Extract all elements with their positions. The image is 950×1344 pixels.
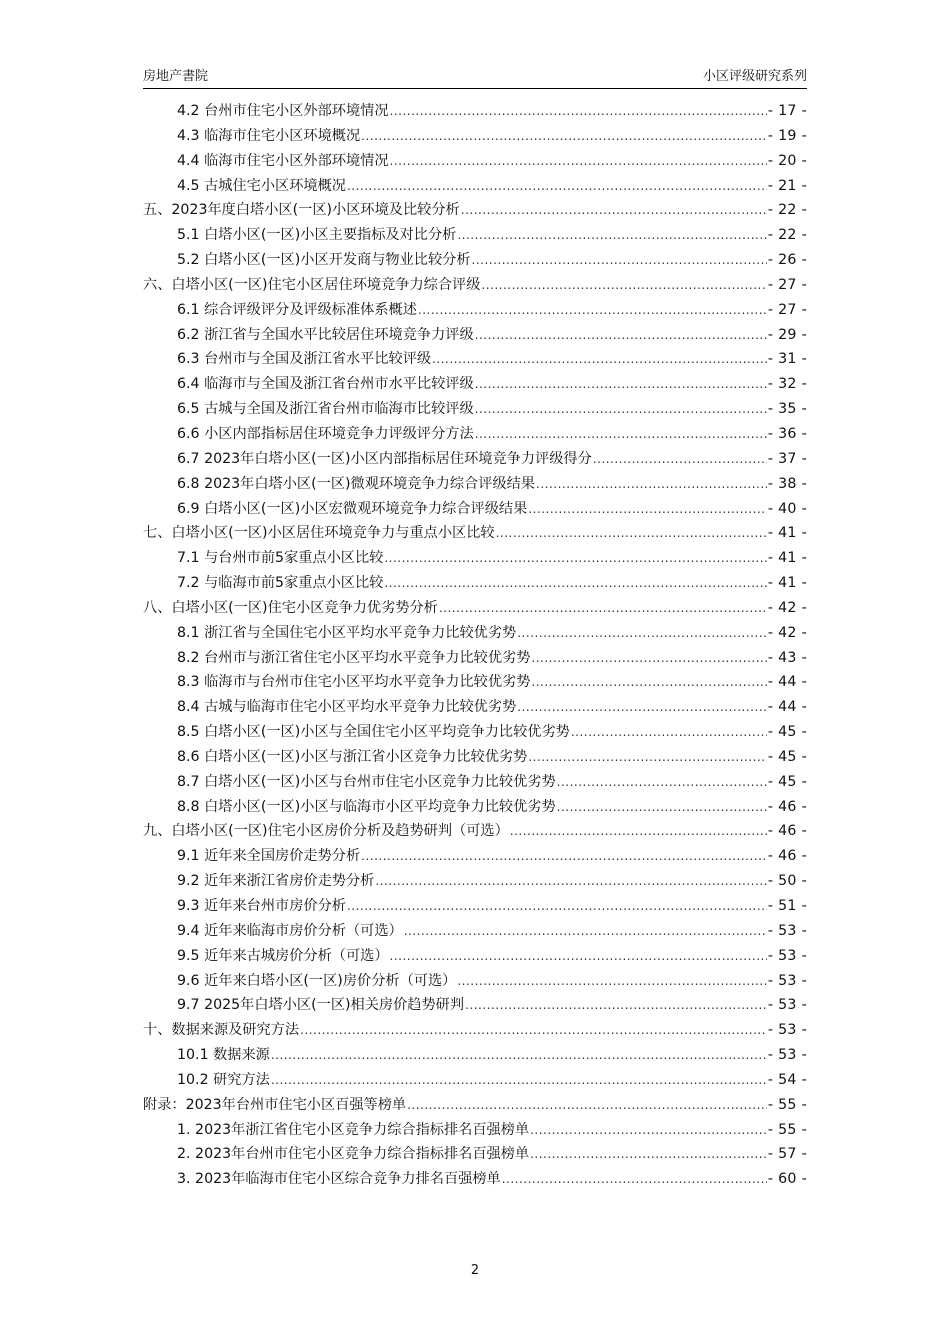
toc-entry-title: 5.1 白塔小区(一区)小区主要指标及对比分析: [177, 227, 457, 244]
toc-dot-leader: [407, 1093, 767, 1118]
toc-entry-page: - 45 -: [767, 748, 807, 765]
toc-dot-leader: [475, 397, 767, 422]
toc-entry[interactable]: [143, 1043, 807, 1068]
toc-dot-leader: [347, 894, 767, 919]
toc-entry-title: 7.1 与台州市前5家重点小区比较: [177, 550, 384, 567]
toc-entry-page: - 60 -: [767, 1171, 807, 1188]
toc-entry-page: - 41 -: [767, 550, 807, 567]
toc-entry-page: - 54 -: [767, 1071, 807, 1088]
toc-entry-page: - 53 -: [767, 972, 807, 989]
toc-entry-page: - 53 -: [767, 922, 807, 939]
toc-entry[interactable]: [143, 969, 807, 994]
table-of-contents: [143, 99, 807, 1192]
toc-dot-leader: [472, 248, 767, 273]
toc-dot-leader: [530, 1118, 767, 1143]
toc-entry[interactable]: [143, 869, 807, 894]
toc-entry[interactable]: [143, 521, 807, 546]
toc-entry-page: - 40 -: [767, 500, 807, 517]
toc-entry-title: 5.2 白塔小区(一区)小区开发商与物业比较分析: [177, 252, 471, 269]
toc-entry[interactable]: [143, 944, 807, 969]
toc-entry[interactable]: [143, 695, 807, 720]
toc-entry-title: 4.5 古城住宅小区环境概况: [177, 177, 346, 194]
toc-entry-title: 9.3 近年来台州市房价分析: [177, 898, 346, 914]
toc-entry-title: 7.2 与临海市前5家重点小区比较: [177, 575, 384, 592]
toc-entry[interactable]: [143, 472, 807, 497]
toc-entry[interactable]: [143, 397, 807, 422]
toc-entry[interactable]: [143, 1018, 807, 1043]
toc-entry[interactable]: [143, 894, 807, 919]
toc-dot-leader: [271, 1043, 767, 1068]
toc-entry-page: - 37 -: [767, 450, 807, 467]
toc-dot-leader: [531, 670, 766, 695]
toc-dot-leader: [496, 521, 767, 546]
toc-entry-title: 9.1 近年来全国房价走势分析: [177, 848, 361, 865]
toc-entry-title: 8.5 白塔小区(一区)小区与全国住宅小区平均竞争力比较优劣势: [177, 724, 570, 741]
toc-dot-leader: [457, 223, 767, 248]
toc-entry-title: 4.3 临海市住宅小区环境概况: [177, 127, 361, 144]
toc-entry-title: 8.2 台州市与浙江省住宅小区平均水平竞争力比较优劣势: [177, 649, 531, 666]
toc-entry-title: 8.8 白塔小区(一区)小区与临海市小区平均竞争力比较优劣势: [177, 798, 556, 815]
toc-dot-leader: [510, 819, 767, 844]
toc-dot-leader: [361, 124, 767, 149]
toc-entry[interactable]: [143, 596, 807, 621]
toc-entry-page: - 32 -: [767, 376, 807, 393]
toc-entry[interactable]: [143, 646, 807, 671]
toc-entry[interactable]: [143, 770, 807, 795]
toc-entry-title: 8.6 白塔小区(一区)小区与浙江省小区竞争力比较优劣势: [177, 748, 528, 765]
toc-dot-leader: [536, 472, 767, 497]
toc-entry[interactable]: [143, 347, 807, 372]
toc-entry-page: - 38 -: [767, 475, 807, 492]
toc-entry-page: - 51 -: [767, 898, 807, 914]
toc-entry-title: 6.3 台州市与全国及浙江省水平比较评级: [177, 351, 432, 368]
toc-dot-leader: [557, 795, 767, 820]
toc-entry[interactable]: [143, 99, 807, 124]
toc-entry-page: - 27 -: [767, 301, 807, 318]
toc-entry-page: - 44 -: [767, 699, 807, 716]
toc-entry[interactable]: [143, 919, 807, 944]
toc-entry[interactable]: [143, 993, 807, 1018]
toc-entry[interactable]: [143, 298, 807, 323]
toc-dot-leader: [457, 969, 767, 994]
toc-entry-title: 8.4 古城与临海市住宅小区平均水平竞争力比较优劣势: [177, 699, 517, 716]
toc-dot-leader: [390, 99, 767, 124]
toc-dot-leader: [475, 422, 767, 447]
toc-entry[interactable]: [143, 124, 807, 149]
toc-dot-leader: [271, 1068, 767, 1093]
toc-entry[interactable]: [143, 149, 807, 174]
toc-entry-page: - 53 -: [767, 1022, 807, 1039]
toc-dot-leader: [439, 596, 767, 621]
toc-entry-page: - 50 -: [767, 873, 807, 890]
toc-entry-page: - 55 -: [767, 1096, 807, 1113]
toc-entry-title: 五、2023年度白塔小区(一区)小区环境及比较分析: [143, 202, 460, 219]
page-header: [143, 68, 807, 89]
toc-dot-leader: [375, 869, 767, 894]
toc-entry-title: 8.7 白塔小区(一区)小区与台州市住宅小区竞争力比较优劣势: [177, 773, 556, 790]
toc-entry-title: 九、白塔小区(一区)住宅小区房价分析及趋势研判（可选）: [143, 823, 509, 840]
toc-entry[interactable]: [143, 745, 807, 770]
toc-dot-leader: [432, 347, 767, 372]
toc-entry-page: - 53 -: [767, 947, 807, 964]
toc-entry[interactable]: [143, 174, 807, 199]
toc-entry-page: - 41 -: [767, 575, 807, 592]
toc-dot-leader: [384, 546, 767, 571]
toc-entry-title: 4.4 临海市住宅小区外部环境情况: [177, 152, 389, 169]
toc-entry-page: - 36 -: [767, 425, 807, 442]
toc-dot-leader: [502, 1167, 767, 1192]
toc-entry-page: - 46 -: [767, 848, 807, 865]
header-series-title: 小区评级研究系列: [702, 69, 807, 84]
toc-entry-title: 6.6 小区内部指标居住环境竞争力评级评分方法: [177, 425, 474, 442]
toc-entry-title: 6.5 古城与全国及浙江省台州市临海市比较评级: [177, 401, 474, 418]
toc-entry-page: - 55 -: [767, 1121, 807, 1138]
toc-dot-leader: [390, 149, 767, 174]
toc-entry-title: 十、数据来源及研究方法: [143, 1022, 300, 1039]
toc-entry-title: 4.2 台州市住宅小区外部环境情况: [177, 103, 389, 119]
toc-entry[interactable]: [143, 819, 807, 844]
toc-dot-leader: [461, 198, 767, 223]
header-publisher: 房地产書院: [143, 69, 209, 84]
toc-entry-title: 8.1 浙江省与全国住宅小区平均水平竞争力比较优劣势: [177, 624, 517, 641]
toc-entry-page: - 42 -: [767, 624, 807, 641]
toc-entry[interactable]: [143, 497, 807, 522]
toc-dot-leader: [361, 844, 767, 869]
toc-entry-title: 9.4 近年来临海市房价分析（可选）: [177, 922, 403, 939]
toc-entry-page: - 45 -: [767, 724, 807, 741]
toc-dot-leader: [517, 621, 767, 646]
toc-entry-page: - 44 -: [767, 674, 807, 691]
toc-entry-page: - 53 -: [767, 1047, 807, 1064]
toc-entry-title: 6.7 2023年白塔小区(一区)小区内部指标居住环境竞争力评级得分: [177, 450, 592, 467]
toc-entry-page: - 43 -: [767, 649, 807, 666]
toc-dot-leader: [300, 1018, 767, 1043]
toc-entry-page: - 19 -: [767, 127, 807, 144]
toc-entry[interactable]: [143, 1093, 807, 1118]
toc-entry-page: - 35 -: [767, 401, 807, 418]
toc-entry-page: - 26 -: [767, 252, 807, 269]
toc-dot-leader: [528, 745, 767, 770]
toc-entry-title: 10.1 数据来源: [177, 1047, 270, 1064]
toc-entry[interactable]: [143, 621, 807, 646]
toc-entry-page: - 46 -: [767, 823, 807, 840]
toc-entry[interactable]: [143, 273, 807, 298]
toc-entry-title: 附录：2023年台州市住宅小区百强等榜单: [143, 1096, 407, 1113]
toc-dot-leader: [528, 497, 767, 522]
toc-entry-title: 6.8 2023年白塔小区(一区)微观环境竞争力综合评级结果: [177, 475, 536, 492]
toc-entry[interactable]: [143, 720, 807, 745]
toc-entry[interactable]: [143, 1118, 807, 1143]
toc-entry[interactable]: [143, 844, 807, 869]
toc-dot-leader: [384, 571, 767, 596]
toc-entry-page: - 31 -: [767, 351, 807, 368]
toc-dot-leader: [465, 993, 767, 1018]
toc-dot-leader: [347, 174, 767, 199]
toc-dot-leader: [557, 770, 767, 795]
toc-entry[interactable]: [143, 372, 807, 397]
toc-entry-title: 6.4 临海市与全国及浙江省台州市水平比较评级: [177, 376, 474, 393]
toc-entry-page: - 57 -: [767, 1146, 807, 1163]
toc-entry[interactable]: [143, 323, 807, 348]
toc-entry-page: - 53 -: [767, 997, 807, 1014]
toc-entry-title: 8.3 临海市与台州市住宅小区平均水平竞争力比较优劣势: [177, 674, 531, 691]
toc-dot-leader: [390, 944, 767, 969]
toc-dot-leader: [481, 273, 766, 298]
toc-entry[interactable]: [143, 546, 807, 571]
toc-entry[interactable]: [143, 670, 807, 695]
toc-entry-title: 10.2 研究方法: [177, 1071, 270, 1088]
toc-dot-leader: [571, 720, 767, 745]
toc-dot-leader: [531, 646, 766, 671]
toc-entry[interactable]: [143, 571, 807, 596]
toc-entry-page: - 17 -: [767, 103, 807, 119]
toc-entry[interactable]: [143, 1142, 807, 1167]
toc-entry-page: - 45 -: [767, 773, 807, 790]
toc-entry-page: - 20 -: [767, 152, 807, 169]
toc-entry-page: - 46 -: [767, 798, 807, 815]
toc-entry-title: 6.1 综合评级评分及评级标准体系概述: [177, 301, 417, 318]
toc-entry[interactable]: [143, 1167, 807, 1192]
toc-dot-leader: [475, 323, 767, 348]
toc-entry-title: 八、白塔小区(一区)住宅小区竞争力优劣势分析: [143, 599, 438, 616]
toc-entry-page: - 21 -: [767, 177, 807, 194]
page-number: 2: [470, 1263, 480, 1278]
toc-entry[interactable]: [143, 223, 807, 248]
toc-entry-title: 1. 2023年浙江省住宅小区竞争力综合指标排名百强榜单: [177, 1121, 530, 1138]
toc-entry-page: - 22 -: [767, 227, 807, 244]
toc-entry[interactable]: [143, 447, 807, 472]
toc-entry-title: 七、白塔小区(一区)小区居住环境竞争力与重点小区比较: [143, 525, 495, 542]
toc-entry-page: - 27 -: [767, 276, 807, 293]
toc-entry[interactable]: [143, 422, 807, 447]
toc-entry-title: 6.2 浙江省与全国水平比较居住环境竞争力评级: [177, 326, 474, 343]
toc-entry-title: 6.9 白塔小区(一区)小区宏微观环境竞争力综合评级结果: [177, 500, 528, 517]
toc-entry-title: 9.7 2025年白塔小区(一区)相关房价趋势研判: [177, 997, 465, 1014]
toc-entry[interactable]: [143, 795, 807, 820]
toc-entry-title: 2. 2023年台州市住宅小区竞争力综合指标排名百强榜单: [177, 1146, 530, 1163]
toc-entry-title: 9.6 近年来白塔小区(一区)房价分析（可选）: [177, 972, 457, 989]
toc-entry-page: - 29 -: [767, 326, 807, 343]
toc-entry-title: 9.2 近年来浙江省房价走势分析: [177, 873, 375, 890]
toc-dot-leader: [418, 298, 767, 323]
toc-entry[interactable]: [143, 1068, 807, 1093]
toc-entry-page: - 22 -: [767, 202, 807, 219]
toc-entry-title: 3. 2023年临海市住宅小区综合竞争力排名百强榜单: [177, 1171, 501, 1188]
toc-dot-leader: [517, 695, 767, 720]
toc-entry-title: 9.5 近年来古城房价分析（可选）: [177, 947, 389, 964]
toc-entry[interactable]: [143, 198, 807, 223]
toc-entry-title: 六、白塔小区(一区)住宅小区居住环境竞争力综合评级: [143, 276, 481, 293]
toc-dot-leader: [530, 1142, 767, 1167]
toc-dot-leader: [475, 372, 767, 397]
toc-entry-page: - 42 -: [767, 599, 807, 616]
toc-entry-page: - 41 -: [767, 525, 807, 542]
toc-dot-leader: [593, 447, 767, 472]
toc-entry[interactable]: [143, 248, 807, 273]
toc-dot-leader: [404, 919, 767, 944]
